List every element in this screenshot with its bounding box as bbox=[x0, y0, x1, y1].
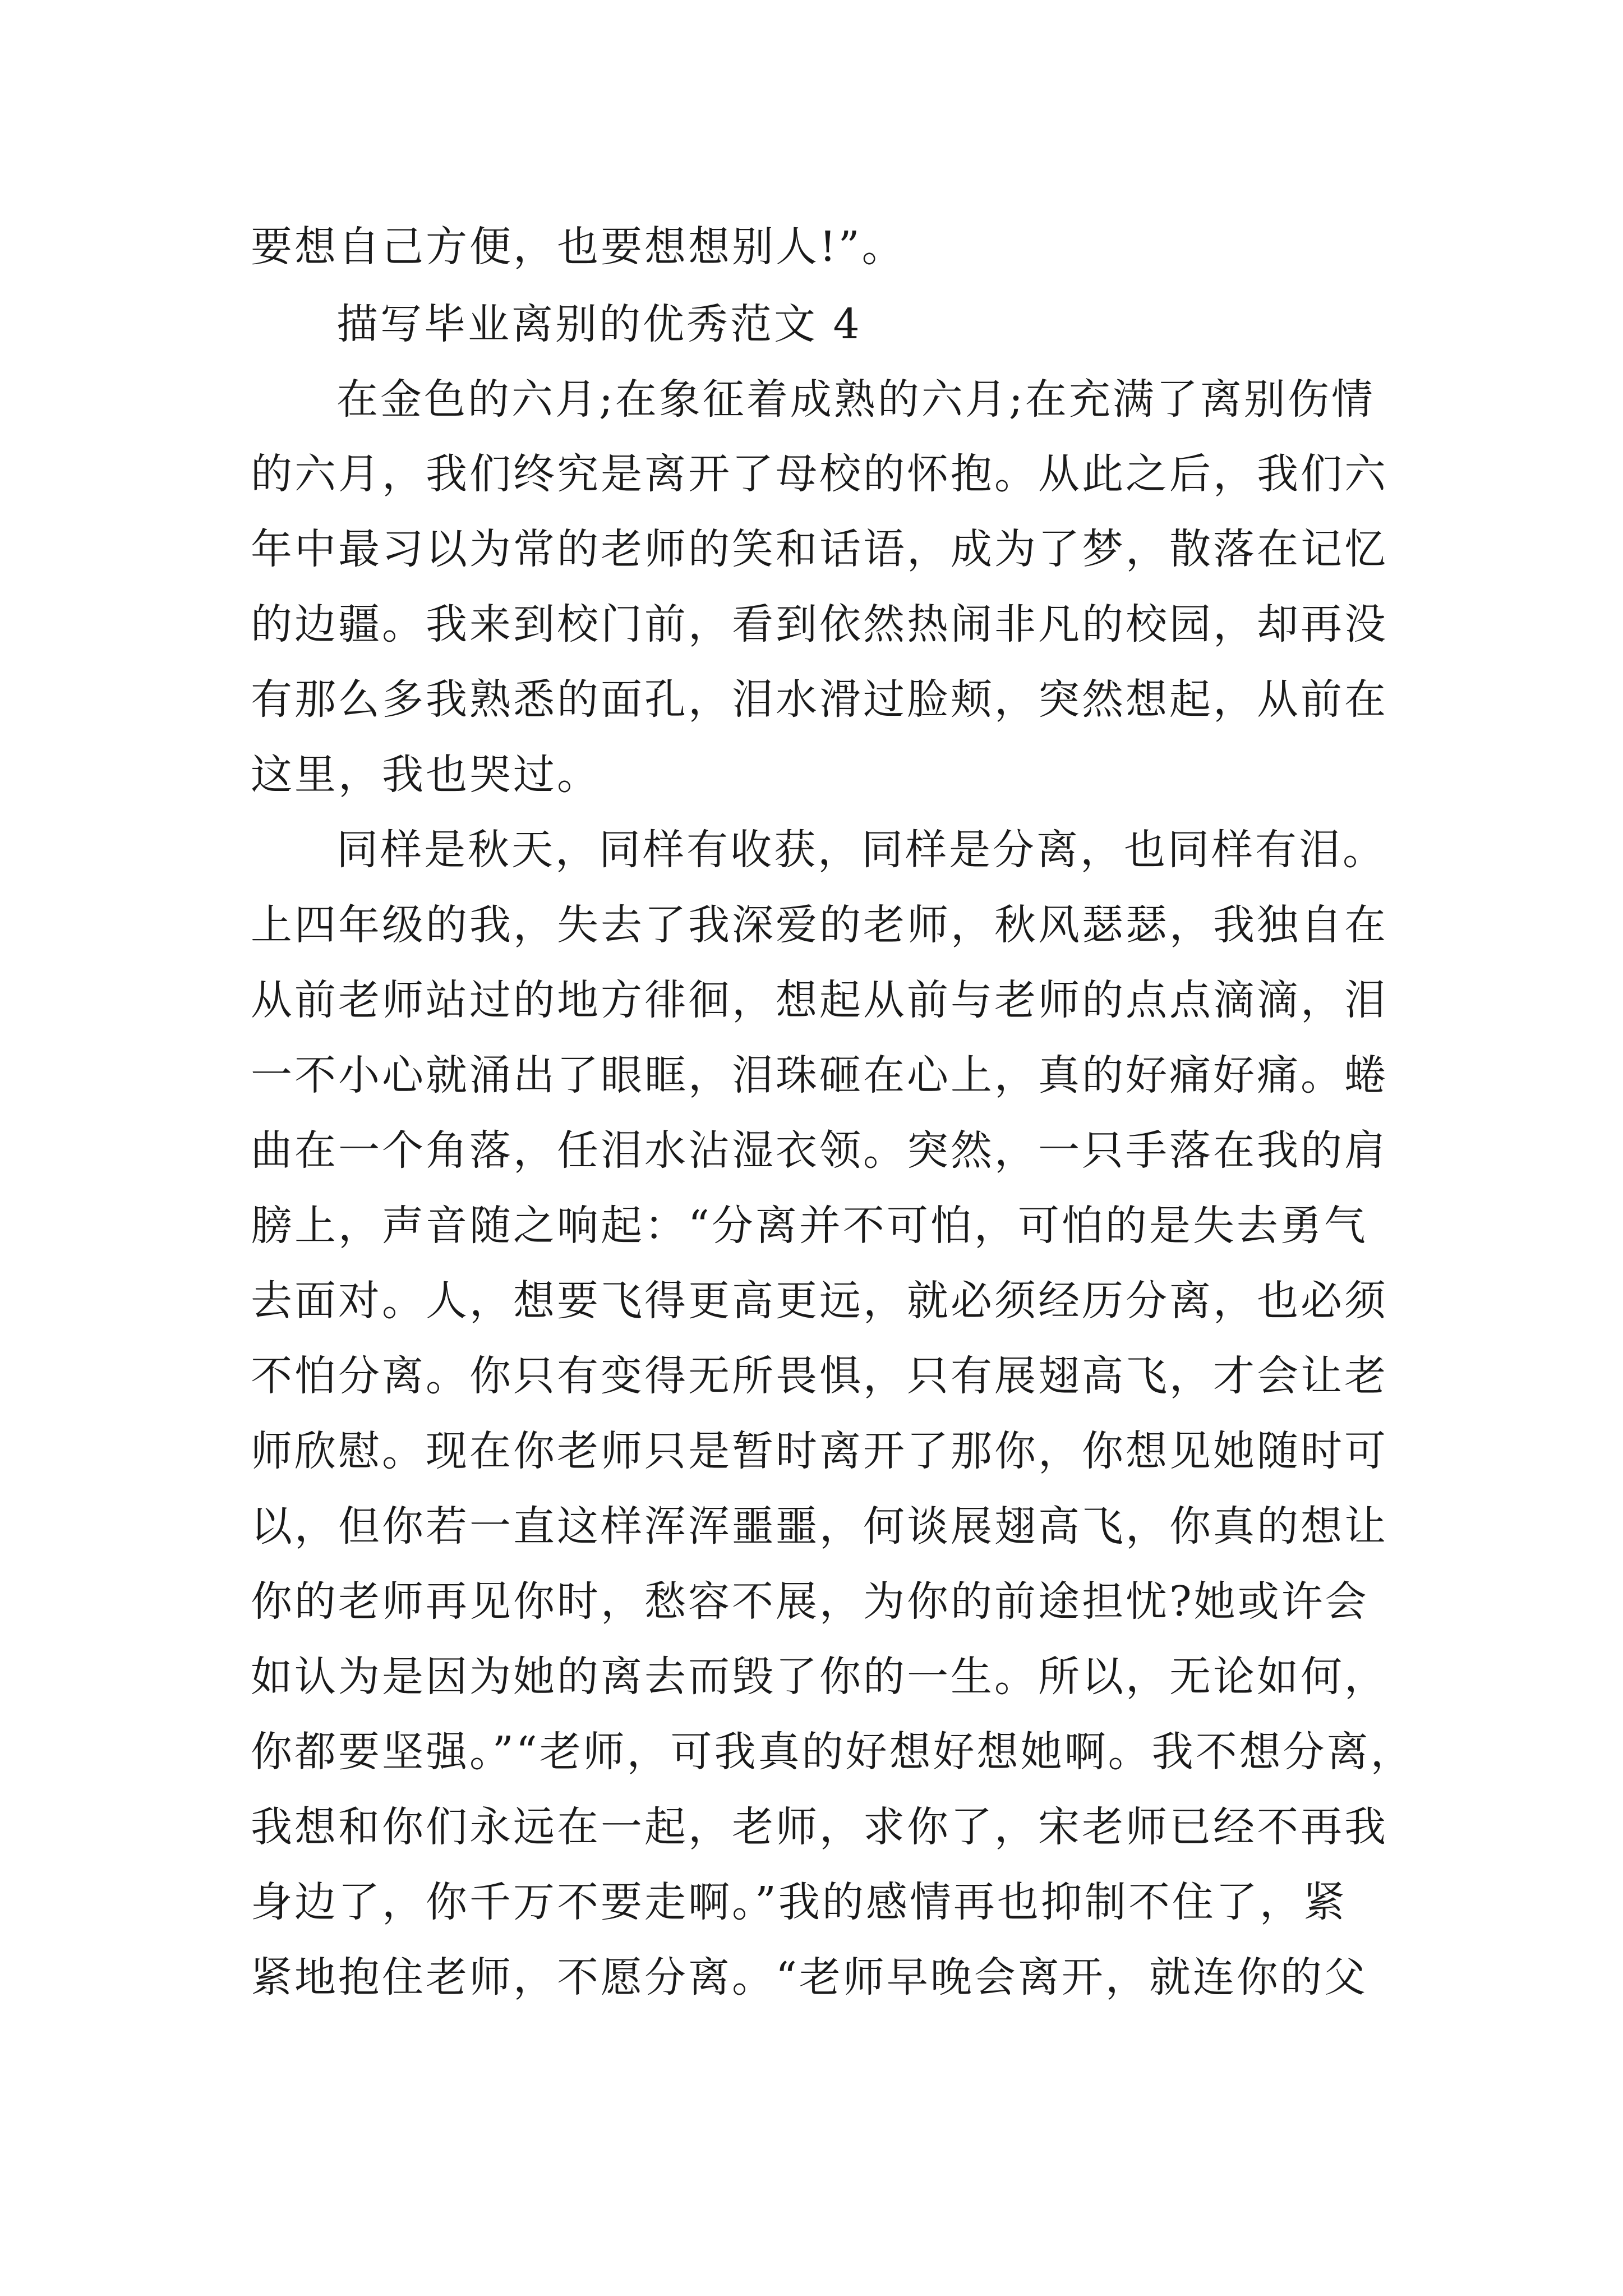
text-line: 以，但你若一直这样浑浑噩噩，何谈展翅高飞，你真的想让 bbox=[251, 1502, 1388, 1550]
text-line: 膀上，声音随之响起：“分离并不可怕，可怕的是失去勇气 bbox=[251, 1202, 1368, 1250]
text-line: 我想和你们永远在一起，老师，求你了，宋老师已经不再我 bbox=[251, 1803, 1388, 1851]
section-heading: 描写毕业离别的优秀范文 4 bbox=[336, 300, 862, 348]
text-line: 你都要坚强。”“老师，可我真的好想好想她啊。我不想分离， bbox=[251, 1728, 1414, 1776]
text-line: 上四年级的我，失去了我深爱的老师，秋风瑟瑟，我独自在 bbox=[251, 901, 1388, 949]
text-line: 去面对。人，想要飞得更高更远，就必须经历分离，也必须 bbox=[251, 1277, 1388, 1325]
text-line: 不怕分离。你只有变得无所畏惧，只有展翅高飞，才会让老 bbox=[251, 1352, 1388, 1400]
text-line: 你的老师再见你时，愁容不展，为你的前途担忧?她或许会 bbox=[251, 1577, 1369, 1626]
text-line: 如认为是因为她的离去而毁了你的一生。所以，无论如何， bbox=[251, 1653, 1388, 1701]
text-line: 从前老师站过的地方徘徊，想起从前与老师的点点滴滴，泪 bbox=[251, 976, 1388, 1024]
text-line: 同样是秋天，同样有收获，同样是分离，也同样有泪。 bbox=[336, 826, 1386, 874]
text-line: 有那么多我熟悉的面孔，泪水滑过脸颊，突然想起，从前在 bbox=[251, 675, 1388, 724]
text-line: 这里，我也哭过。 bbox=[251, 751, 601, 799]
text-line: 师欣慰。现在你老师只是暂时离开了那你，你想见她随时可 bbox=[251, 1427, 1388, 1475]
text-line: 要想自己方便，也要想想别人!”。 bbox=[251, 223, 906, 271]
text-line: 紧地抱住老师，不愿分离。“老师早晚会离开，就连你的父 bbox=[251, 1953, 1368, 2001]
text-line: 一不小心就涌出了眼眶，泪珠砸在心上，真的好痛好痛。蜷 bbox=[251, 1051, 1388, 1099]
text-line: 身边了，你千万不要走啊。”我的感情再也抑制不住了，紧 bbox=[251, 1878, 1347, 1926]
text-line: 年中最习以为常的老师的笑和话语，成为了梦，散落在记忆 bbox=[251, 525, 1388, 573]
text-line: 在金色的六月;在象征着成熟的六月;在充满了离别伤情 bbox=[336, 375, 1375, 424]
text-line: 的六月，我们终究是离开了母校的怀抱。从此之后，我们六 bbox=[251, 450, 1388, 498]
text-line: 曲在一个角落，任泪水沾湿衣领。突然，一只手落在我的肩 bbox=[251, 1126, 1388, 1175]
text-line: 的边疆。我来到校门前，看到依然热闹非凡的校园，却再没 bbox=[251, 600, 1388, 648]
